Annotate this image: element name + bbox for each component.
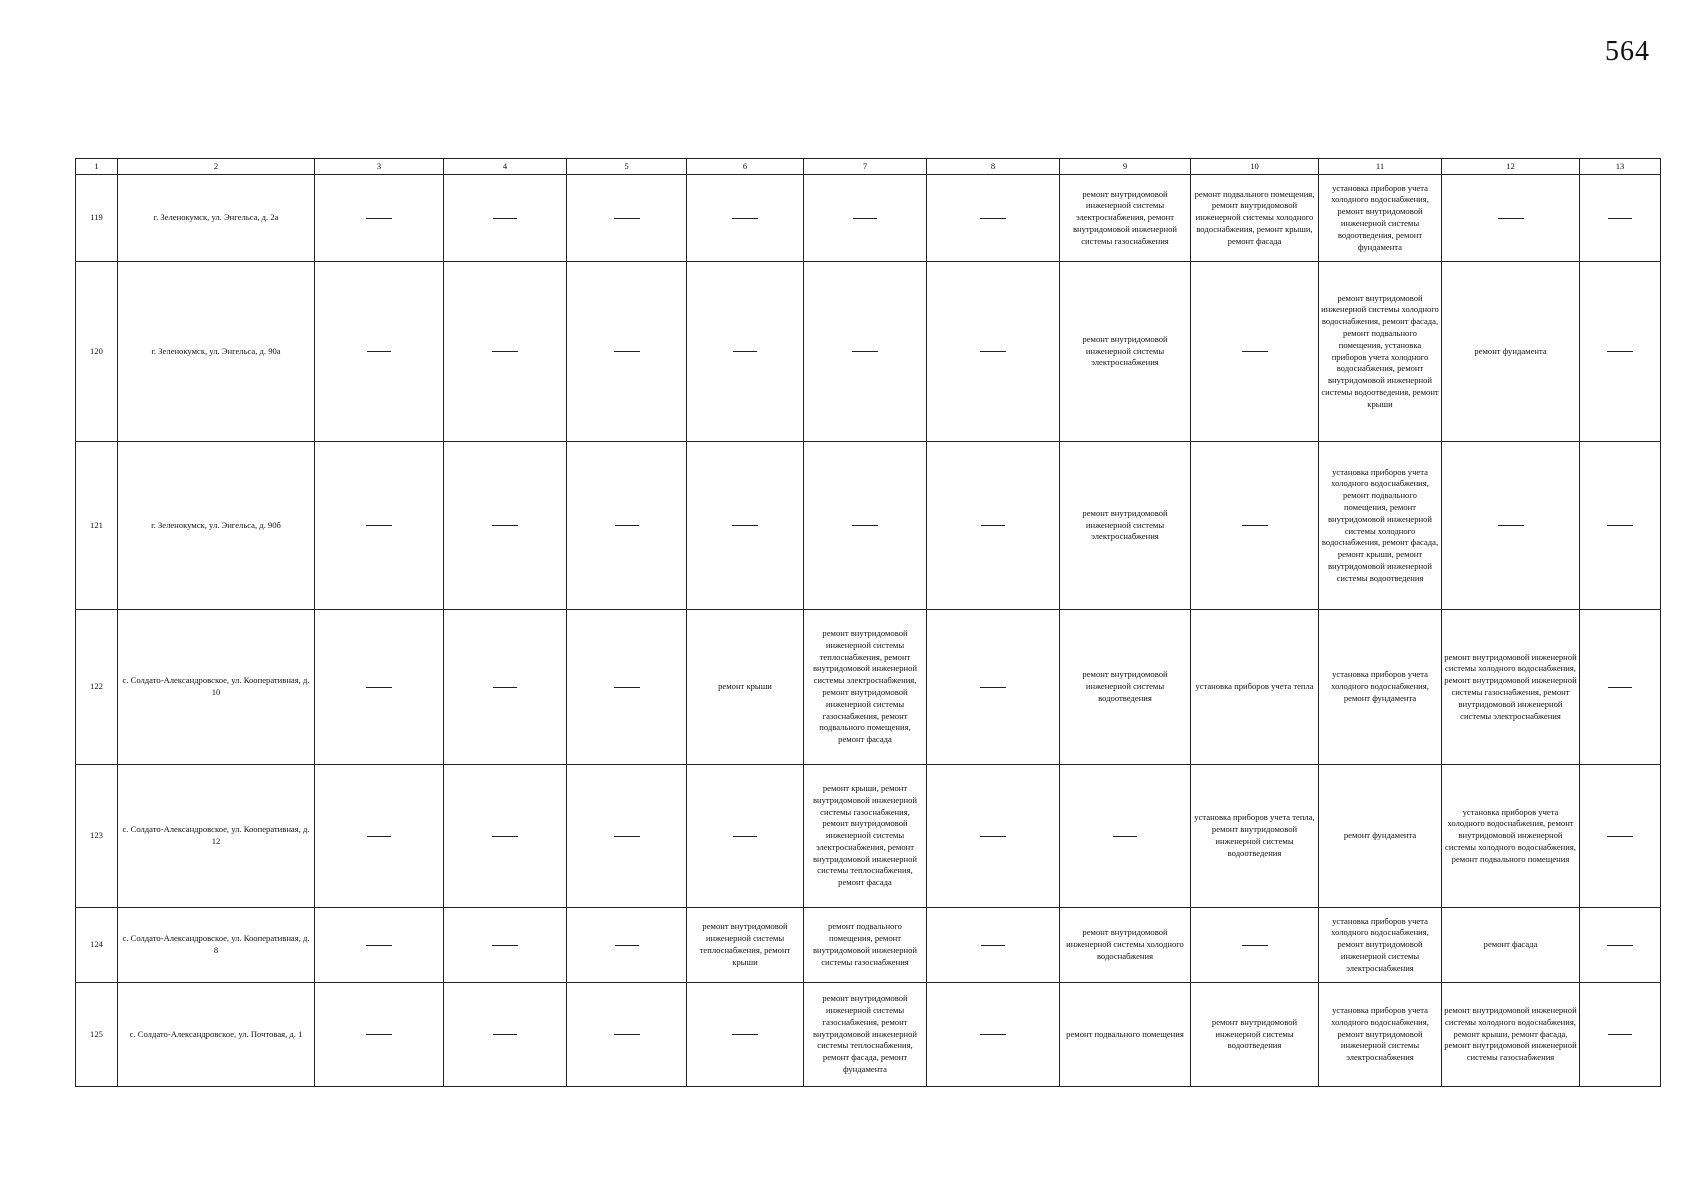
empty-dash	[1242, 945, 1268, 946]
work-description: установка приборов учета холодного водоснабжения, ремонт внутридомовой инженерной системы электроснабжения	[1331, 1005, 1429, 1063]
work-cell-col-6	[687, 765, 804, 908]
work-cell-col-13	[1580, 983, 1661, 1087]
empty-dash	[1608, 687, 1632, 688]
work-cell-col-12	[1442, 908, 1580, 983]
empty-dash	[1607, 525, 1633, 526]
table-row	[76, 983, 1661, 1087]
work-cell-col-3	[315, 175, 444, 262]
work-cell-col-9	[1060, 983, 1191, 1087]
row-number-cell: 121	[76, 442, 118, 610]
work-cell-col-11	[1319, 610, 1442, 765]
work-description: ремонт фундамента	[1343, 830, 1417, 841]
empty-dash	[733, 351, 757, 352]
work-description: ремонт внутридомовой инженерной системы электроснабжения, ремонт внутридомовой инженерной системы газоснабжения	[1072, 188, 1178, 246]
empty-dash	[366, 945, 392, 946]
empty-dash	[367, 836, 391, 837]
empty-dash	[1498, 525, 1524, 526]
address-cell: с. Солдато-Александровское, ул. Почтовая, д. 1	[118, 983, 315, 1087]
address-cell: г. Зеленокумск, ул. Энгельса, д. 2а	[118, 175, 315, 262]
work-cell-col-10	[1191, 262, 1319, 442]
work-description: ремонт внутридомовой инженерной системы электроснабжения	[1082, 333, 1168, 368]
work-cell-col-3	[315, 908, 444, 983]
empty-dash	[366, 1034, 392, 1035]
empty-dash	[615, 945, 639, 946]
empty-dash	[366, 525, 392, 526]
work-description: ремонт внутридомовой инженерной системы электроснабжения	[1082, 507, 1168, 542]
empty-dash	[980, 1034, 1006, 1035]
empty-dash	[980, 218, 1006, 219]
empty-dash	[493, 218, 517, 219]
empty-dash	[1498, 218, 1524, 219]
empty-dash	[366, 218, 392, 219]
empty-dash	[852, 351, 878, 352]
work-cell-col-3	[315, 765, 444, 908]
column-header: 6	[687, 159, 804, 175]
work-cell-col-6	[687, 610, 804, 765]
work-cell-col-10	[1191, 983, 1319, 1087]
column-header: 9	[1060, 159, 1191, 175]
work-cell-col-4	[444, 908, 567, 983]
column-header: 7	[804, 159, 927, 175]
work-cell-col-13	[1580, 908, 1661, 983]
work-description: ремонт крыши	[718, 681, 772, 692]
work-cell-col-9	[1060, 765, 1191, 908]
empty-dash	[1607, 945, 1633, 946]
empty-dash	[1608, 1034, 1632, 1035]
work-cell-col-6	[687, 442, 804, 610]
table-row	[76, 610, 1661, 765]
work-cell-col-7	[804, 610, 927, 765]
work-cell-col-5	[567, 765, 687, 908]
work-description: ремонт внутридомовой инженерной системы газоснабжения, ремонт внутридомовой инженерной системы теплоснабжения, ремонт фасада, ремонт фундамента	[812, 993, 918, 1074]
work-cell-col-8	[927, 262, 1060, 442]
empty-dash	[1242, 351, 1268, 352]
work-cell-col-6	[687, 175, 804, 262]
work-cell-col-7	[804, 442, 927, 610]
empty-dash	[732, 1034, 758, 1035]
work-description: установка приборов учета холодного водоснабжения, ремонт внутридомовой инженерной системы электроснабжения	[1331, 915, 1429, 973]
empty-dash	[492, 836, 518, 837]
work-cell-col-12	[1442, 765, 1580, 908]
work-cell-col-3	[315, 983, 444, 1087]
work-cell-col-10	[1191, 908, 1319, 983]
work-cell-col-11	[1319, 175, 1442, 262]
work-cell-col-7	[804, 983, 927, 1087]
work-cell-col-13	[1580, 175, 1661, 262]
empty-dash	[615, 525, 639, 526]
work-cell-col-5	[567, 442, 687, 610]
table-body	[76, 175, 1661, 1087]
row-number-cell: 119	[76, 175, 118, 262]
address-cell: г. Зеленокумск, ул. Энгельса, д. 90б	[118, 442, 315, 610]
work-description: ремонт подвального помещения, ремонт внутридомовой инженерной системы газоснабжения	[812, 921, 918, 967]
column-header: 4	[444, 159, 567, 175]
work-cell-col-8	[927, 983, 1060, 1087]
work-cell-col-13	[1580, 442, 1661, 610]
empty-dash	[981, 945, 1005, 946]
work-cell-col-11	[1319, 983, 1442, 1087]
work-cell-col-12	[1442, 983, 1580, 1087]
column-header: 8	[927, 159, 1060, 175]
empty-dash	[1607, 836, 1633, 837]
empty-dash	[492, 525, 518, 526]
work-cell-col-6	[687, 262, 804, 442]
page-number: 564	[1605, 36, 1650, 67]
table-row	[76, 262, 1661, 442]
empty-dash	[980, 351, 1006, 352]
work-cell-col-4	[444, 983, 567, 1087]
empty-dash	[614, 218, 640, 219]
work-cell-col-12	[1442, 262, 1580, 442]
work-cell-col-12	[1442, 442, 1580, 610]
work-description: ремонт подвального помещения	[1066, 1028, 1184, 1039]
work-cell-col-11	[1319, 442, 1442, 610]
row-number-cell: 125	[76, 983, 118, 1087]
empty-dash	[852, 525, 878, 526]
work-cell-col-8	[927, 765, 1060, 908]
column-header: 5	[567, 159, 687, 175]
table-row	[76, 175, 1661, 262]
column-header: 10	[1191, 159, 1319, 175]
empty-dash	[733, 836, 757, 837]
work-cell-col-4	[444, 175, 567, 262]
empty-dash	[980, 687, 1006, 688]
work-cell-col-9	[1060, 262, 1191, 442]
address-cell: с. Солдато-Александровское, ул. Кооперативная, д. 8	[118, 908, 315, 983]
work-cell-col-4	[444, 262, 567, 442]
column-header: 3	[315, 159, 444, 175]
work-cell-col-4	[444, 442, 567, 610]
column-number-row	[76, 159, 1661, 175]
column-header: 11	[1319, 159, 1442, 175]
row-number-cell: 120	[76, 262, 118, 442]
work-cell-col-9	[1060, 908, 1191, 983]
work-cell-col-13	[1580, 262, 1661, 442]
empty-dash	[614, 687, 640, 688]
empty-dash	[492, 351, 518, 352]
work-cell-col-5	[567, 610, 687, 765]
work-description: ремонт крыши, ремонт внутридомовой инженерной системы газоснабжения, ремонт внутридомовой инженерной системы электроснабжения, ремонт внутридомовой инженерной системы теплоснабжения, ремонт фасада	[812, 783, 918, 888]
work-cell-col-7	[804, 262, 927, 442]
empty-dash	[732, 218, 758, 219]
work-cell-col-3	[315, 442, 444, 610]
work-cell-col-10	[1191, 765, 1319, 908]
work-cell-col-11	[1319, 262, 1442, 442]
work-description: ремонт фасада	[1483, 939, 1538, 950]
work-description: ремонт внутридомовой инженерной системы теплоснабжения, ремонт внутридомовой инженерной системы электроснабжения, ремонт внутридомовой инженерной системы газоснабжения, ремонт подвального помещения, ремонт фасада	[812, 628, 918, 745]
work-description: установка приборов учета холодного водоснабжения, ремонт внутридомовой инженерной системы водоотведения, ремонт фундамента	[1331, 182, 1429, 252]
work-description: ремонт внутридомовой инженерной системы холодного водоснабжения, ремонт фасада, ремонт подвального помещения, установка приборов учета холодного водоснабжения, ремонт внутридомовой инженерной системы водоотведения, ремонт крыши	[1321, 292, 1439, 409]
work-description: ремонт фундамента	[1474, 345, 1547, 356]
work-cell-col-12	[1442, 175, 1580, 262]
address-cell: с. Солдато-Александровское, ул. Кооперативная, д. 12	[118, 765, 315, 908]
work-cell-col-5	[567, 262, 687, 442]
address-cell: г. Зеленокумск, ул. Энгельса, д. 90а	[118, 262, 315, 442]
work-cell-col-13	[1580, 610, 1661, 765]
address-cell: с. Солдато-Александровское, ул. Кооперативная, д. 10	[118, 610, 315, 765]
work-cell-col-7	[804, 175, 927, 262]
work-cell-col-3	[315, 610, 444, 765]
work-cell-col-5	[567, 983, 687, 1087]
work-description: установка приборов учета холодного водоснабжения, ремонт фундамента	[1331, 669, 1429, 703]
work-description: установка приборов учета холодного водоснабжения, ремонт подвального помещения, ремонт внутридомовой инженерной системы холодного водоснабжения, ремонт фасада, ремонт крыши, ремонт внутридомовой инженерной системы водоотведения	[1321, 466, 1439, 583]
work-cell-col-9	[1060, 175, 1191, 262]
column-header: 1	[76, 159, 118, 175]
empty-dash	[732, 525, 758, 526]
work-cell-col-4	[444, 610, 567, 765]
row-number-cell: 123	[76, 765, 118, 908]
work-cell-col-6	[687, 983, 804, 1087]
empty-dash	[492, 945, 518, 946]
work-cell-col-5	[567, 908, 687, 983]
empty-dash	[367, 351, 391, 352]
column-header: 13	[1580, 159, 1661, 175]
work-cell-col-10	[1191, 610, 1319, 765]
work-description: ремонт внутридомовой инженерной системы теплоснабжения, ремонт крыши	[699, 921, 791, 967]
work-description: ремонт внутридомовой инженерной системы холодного водоснабжения	[1066, 927, 1184, 961]
work-cell-col-5	[567, 175, 687, 262]
work-cell-col-13	[1580, 765, 1661, 908]
column-header: 2	[118, 159, 315, 175]
work-cell-col-9	[1060, 442, 1191, 610]
work-cell-col-6	[687, 908, 804, 983]
empty-dash	[1608, 218, 1632, 219]
work-cell-col-7	[804, 908, 927, 983]
work-cell-col-8	[927, 908, 1060, 983]
table-row	[76, 908, 1661, 983]
work-description: ремонт внутридомовой инженерной системы водоотведения	[1082, 669, 1168, 703]
work-cell-col-12	[1442, 610, 1580, 765]
work-cell-col-8	[927, 610, 1060, 765]
empty-dash	[981, 525, 1005, 526]
empty-dash	[614, 836, 640, 837]
table-row	[76, 442, 1661, 610]
repair-schedule-table	[75, 158, 1661, 1087]
empty-dash	[493, 1034, 517, 1035]
empty-dash	[1113, 836, 1137, 837]
work-description: ремонт внутридомовой инженерной системы холодного водоснабжения, ремонт крыши, ремонт фасада, ремонт внутридомовой инженерной системы газоснабжения	[1444, 1005, 1577, 1063]
empty-dash	[1607, 351, 1633, 352]
work-cell-col-7	[804, 765, 927, 908]
empty-dash	[366, 687, 392, 688]
work-cell-col-11	[1319, 765, 1442, 908]
table-row	[76, 765, 1661, 908]
work-description: установка приборов учета холодного водоснабжения, ремонт внутридомовой инженерной системы холодного водоснабжения, ремонт подвального помещения	[1445, 806, 1576, 864]
empty-dash	[1242, 525, 1268, 526]
work-cell-col-8	[927, 175, 1060, 262]
work-description: ремонт внутридомовой инженерной системы холодного водоснабжения, ремонт внутридомовой инженерной системы газоснабжения, ремонт внутридомовой инженерной системы электроснабжения	[1444, 651, 1577, 721]
work-description: ремонт внутридомовой инженерной системы водоотведения	[1211, 1016, 1298, 1051]
work-description: установка приборов учета тепла	[1195, 681, 1314, 692]
work-cell-col-4	[444, 765, 567, 908]
empty-dash	[614, 1034, 640, 1035]
work-cell-col-11	[1319, 908, 1442, 983]
row-number-cell: 122	[76, 610, 118, 765]
row-number-cell: 124	[76, 908, 118, 983]
empty-dash	[493, 687, 517, 688]
empty-dash	[980, 836, 1006, 837]
work-cell-col-10	[1191, 175, 1319, 262]
empty-dash	[853, 218, 877, 219]
empty-dash	[614, 351, 640, 352]
work-cell-col-8	[927, 442, 1060, 610]
work-cell-col-3	[315, 262, 444, 442]
work-description: ремонт подвального помещения, ремонт внутридомовой инженерной системы холодного водоснабжения, ремонт крыши, ремонт фасада	[1194, 188, 1315, 246]
work-cell-col-10	[1191, 442, 1319, 610]
column-header: 12	[1442, 159, 1580, 175]
work-description: установка приборов учета тепла, ремонт внутридомовой инженерной системы водоотведения	[1194, 812, 1315, 858]
work-cell-col-9	[1060, 610, 1191, 765]
